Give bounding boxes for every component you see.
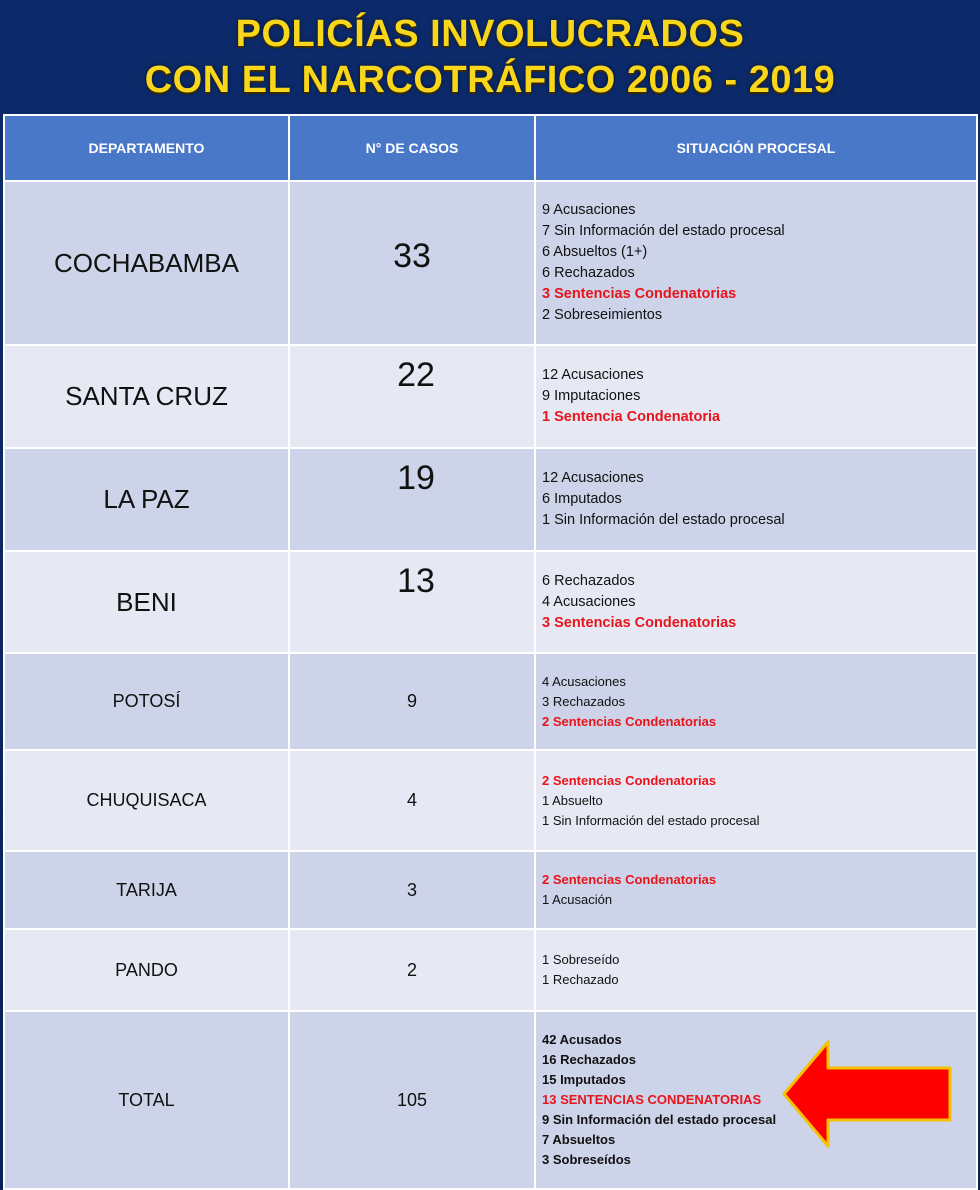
dept-cell: TARIJA (4, 851, 289, 929)
status-line: 12 Acusaciones (542, 470, 644, 486)
cases-cell: 2 (289, 929, 535, 1011)
status-cell (535, 851, 977, 929)
left-arrow-icon (782, 1040, 952, 1148)
cases-cell: 4 (289, 750, 535, 851)
table-row (4, 181, 977, 345)
status-line: 1 Absuelto (542, 792, 603, 808)
status-cell (535, 448, 977, 551)
cases-cell: 33 (289, 181, 535, 345)
status-line: 13 SENTENCIAS CONDENATORIAS (542, 1092, 762, 1107)
table-row (4, 929, 977, 1011)
status-line: 3 Sentencias Condenatorias (542, 614, 737, 631)
dept-cell: PANDO (4, 929, 289, 1011)
status-line: 7 Absueltos (542, 1132, 616, 1147)
status-line: 6 Imputados (542, 491, 622, 507)
status-line: 4 Acusaciones (542, 673, 626, 689)
cases-cell: 9 (289, 653, 535, 750)
status-line: 2 Sentencias Condenatorias (542, 772, 717, 788)
cases-cell: 22 (289, 345, 535, 448)
table-row (4, 851, 977, 929)
total-cases-cell: 105 (289, 1011, 535, 1189)
table-row (4, 345, 977, 448)
dept-cell: COCHABAMBA (4, 181, 289, 345)
header-departamento: DEPARTAMENTO (4, 115, 289, 181)
table-row (4, 551, 977, 653)
status-line: 6 Rechazados (542, 265, 635, 281)
status-cell (535, 929, 977, 1011)
status-line: 1 Acusación (542, 892, 613, 907)
status-cell (535, 345, 977, 448)
status-line: 42 Acusados (542, 1032, 622, 1047)
page-title (0, 0, 980, 113)
status-line: 1 Sin Información del estado procesal (542, 812, 760, 828)
dept-cell: LA PAZ (4, 448, 289, 551)
status-cell (535, 653, 977, 750)
table-row (4, 448, 977, 551)
status-line: 7 Sin Información del estado procesal (542, 223, 785, 239)
dept-cell: POTOSÍ (4, 653, 289, 750)
status-line: 1 Sentencia Condenatoria (542, 409, 721, 425)
status-line: 1 Rechazado (542, 972, 619, 987)
total-dept-cell: TOTAL (4, 1011, 289, 1189)
status-line: 12 Acusaciones (542, 367, 644, 383)
title-line-2: CON EL NARCOTRÁFICO 2006 - 2019 (144, 58, 836, 101)
table-header-row (4, 115, 977, 181)
cases-table (3, 114, 978, 1190)
cases-cell: 3 (289, 851, 535, 929)
status-line: 15 Imputados (542, 1072, 626, 1087)
status-line: 9 Sin Información del estado procesal (542, 1112, 777, 1127)
status-line: 16 Rechazados (542, 1052, 636, 1067)
table-row (4, 750, 977, 851)
title-line-1: POLICÍAS INVOLUCRADOS (235, 12, 745, 55)
status-line: 6 Absueltos (1+) (542, 244, 648, 260)
status-line: 2 Sobreseimientos (542, 307, 663, 323)
status-line: 9 Imputaciones (542, 388, 641, 404)
cases-cell: 19 (289, 448, 535, 551)
header-casos: N° DE CASOS (289, 115, 535, 181)
status-line: 1 Sobreseído (542, 952, 620, 967)
dept-cell: CHUQUISACA (4, 750, 289, 851)
status-cell (535, 181, 977, 345)
status-line: 2 Sentencias Condenatorias (542, 872, 717, 887)
status-line: 6 Rechazados (542, 572, 635, 589)
status-line: 4 Acusaciones (542, 593, 636, 610)
status-line: 3 Sentencias Condenatorias (542, 286, 737, 302)
status-line: 2 Sentencias Condenatorias (542, 713, 717, 729)
status-line: 3 Sobreseídos (542, 1152, 631, 1167)
status-line: 3 Rechazados (542, 693, 626, 709)
status-line: 1 Sin Información del estado procesal (542, 512, 785, 528)
cases-cell: 13 (289, 551, 535, 653)
table-row (4, 653, 977, 750)
status-cell (535, 551, 977, 653)
dept-cell: SANTA CRUZ (4, 345, 289, 448)
header-situacion: SITUACIÓN PROCESAL (535, 115, 977, 181)
dept-cell: BENI (4, 551, 289, 653)
status-line: 9 Acusaciones (542, 202, 636, 218)
status-cell (535, 750, 977, 851)
